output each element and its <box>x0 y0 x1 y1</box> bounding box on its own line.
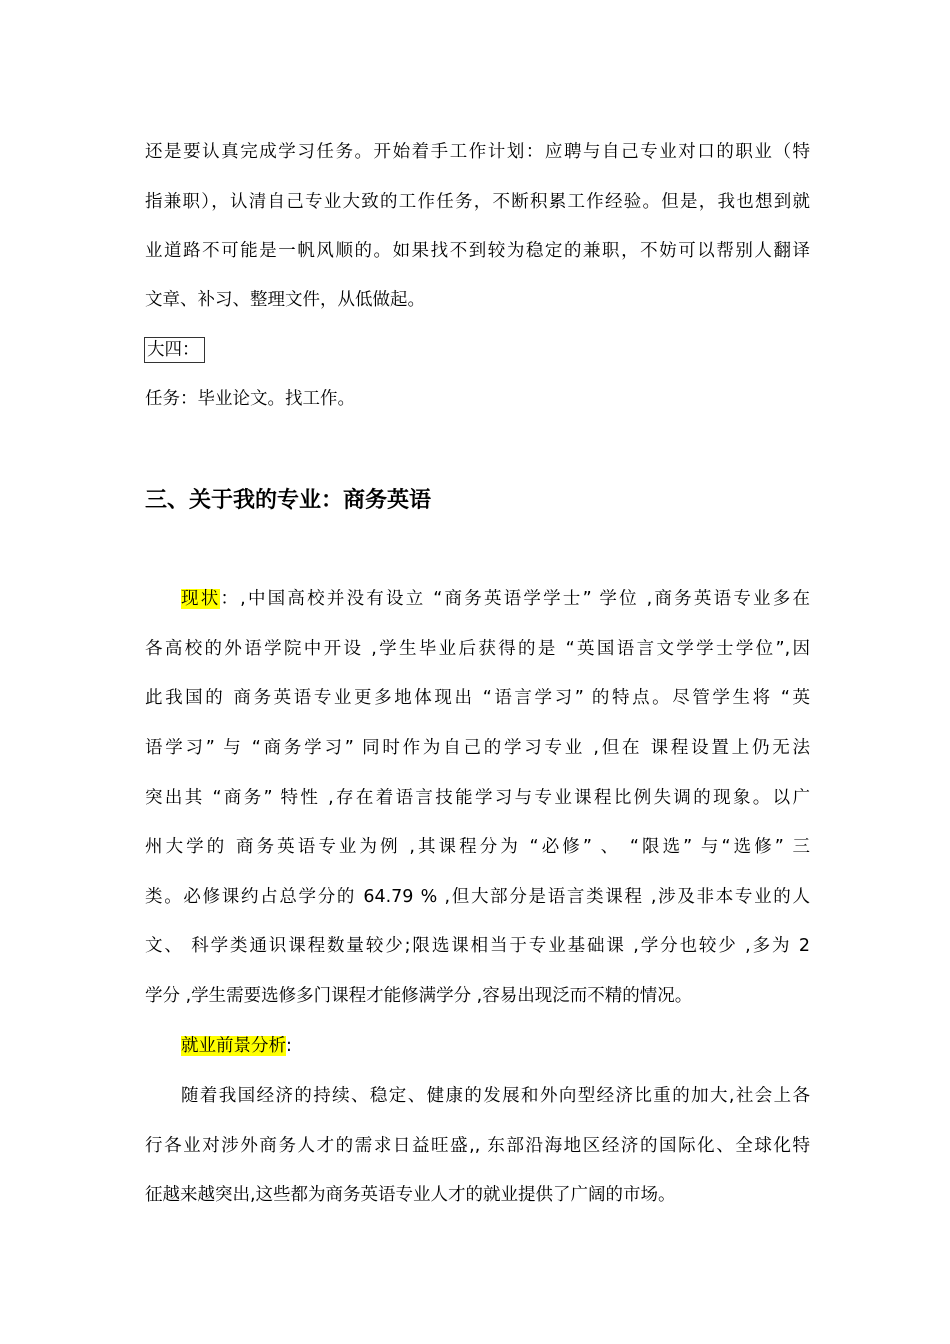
status-line-8: 文、 科学类通识课程数量较少;限选课相当于专业基础课 ,学分也较少 ,多为 2 <box>145 936 810 956</box>
status-line-4: 语学习” 与 “商务学习” 同时作为自己的学习专业 ,但在 课程设置上仍无法 <box>145 738 810 758</box>
status-line-9: 学分 ,学生需要选修多门课程才能修满学分 ,容易出现泛而不精的情况。 <box>145 986 693 1006</box>
status-line-3: 此我国的 商务英语专业更多地体现出 “语言学习” 的特点。尽管学生将 “英 <box>145 688 810 708</box>
status-line-7: 类。必修课约占总学分的 64.79 % ,但大部分是语言类课程 ,涉及非本专业的人 <box>145 887 810 907</box>
employment-heading <box>181 1034 810 1058</box>
employment-line-3: 征越来越突出,这些都为商务英语专业人才的就业提供了广阔的市场。 <box>145 1185 676 1205</box>
senior-year-task: 任务：毕业论文。找工作。 <box>145 389 355 409</box>
status-line-6: 州大学的 商务英语专业为例 ,其课程分为 “必修” 、 “限选” 与“选修” 三 <box>145 837 810 857</box>
senior-year-label: 大四： <box>144 337 205 363</box>
status-line-2: 各高校的外语学院中开设 ,学生毕业后获得的是 “英国语言文学学士学位”,因 <box>145 639 810 659</box>
employment-line-2: 行各业对涉外商务人才的需求日益旺盛,, 东部沿海地区经济的国际化、全球化特 <box>145 1136 810 1156</box>
status-line-5: 突出其 “商务” 特性 ,存在着语言技能学习与专业课程比例失调的现象。以广 <box>145 788 810 808</box>
section-heading: 三、关于我的专业：商务英语 <box>145 488 432 513</box>
intro-line-3: 业道路不可能是一帆风顺的。如果找不到较为稳定的兼职，不妨可以帮别人翻译 <box>145 241 810 261</box>
intro-line-2: 指兼职），认清自己专业大致的工作任务，不断积累工作经验。但是，我也想到就 <box>145 192 810 212</box>
status-line-1-text: ：,中国高校并没有设立 “商务英语学学士” 学位 ,商务英语专业多在 <box>220 589 811 609</box>
employment-label-suffix: : <box>286 1036 292 1056</box>
intro-line-4: 文章、补习、整理文件，从低做起。 <box>145 290 425 310</box>
status-label: 现状 <box>181 589 221 609</box>
status-line-1 <box>181 587 810 611</box>
employment-line-1: 随着我国经济的持续、稳定、健康的发展和外向型经济比重的加大,社会上各 <box>181 1086 810 1106</box>
employment-label: 就业前景分析 <box>181 1036 286 1056</box>
intro-line-1: 还是要认真完成学习任务。开始着手工作计划：应聘与自己专业对口的职业（特 <box>145 142 810 162</box>
